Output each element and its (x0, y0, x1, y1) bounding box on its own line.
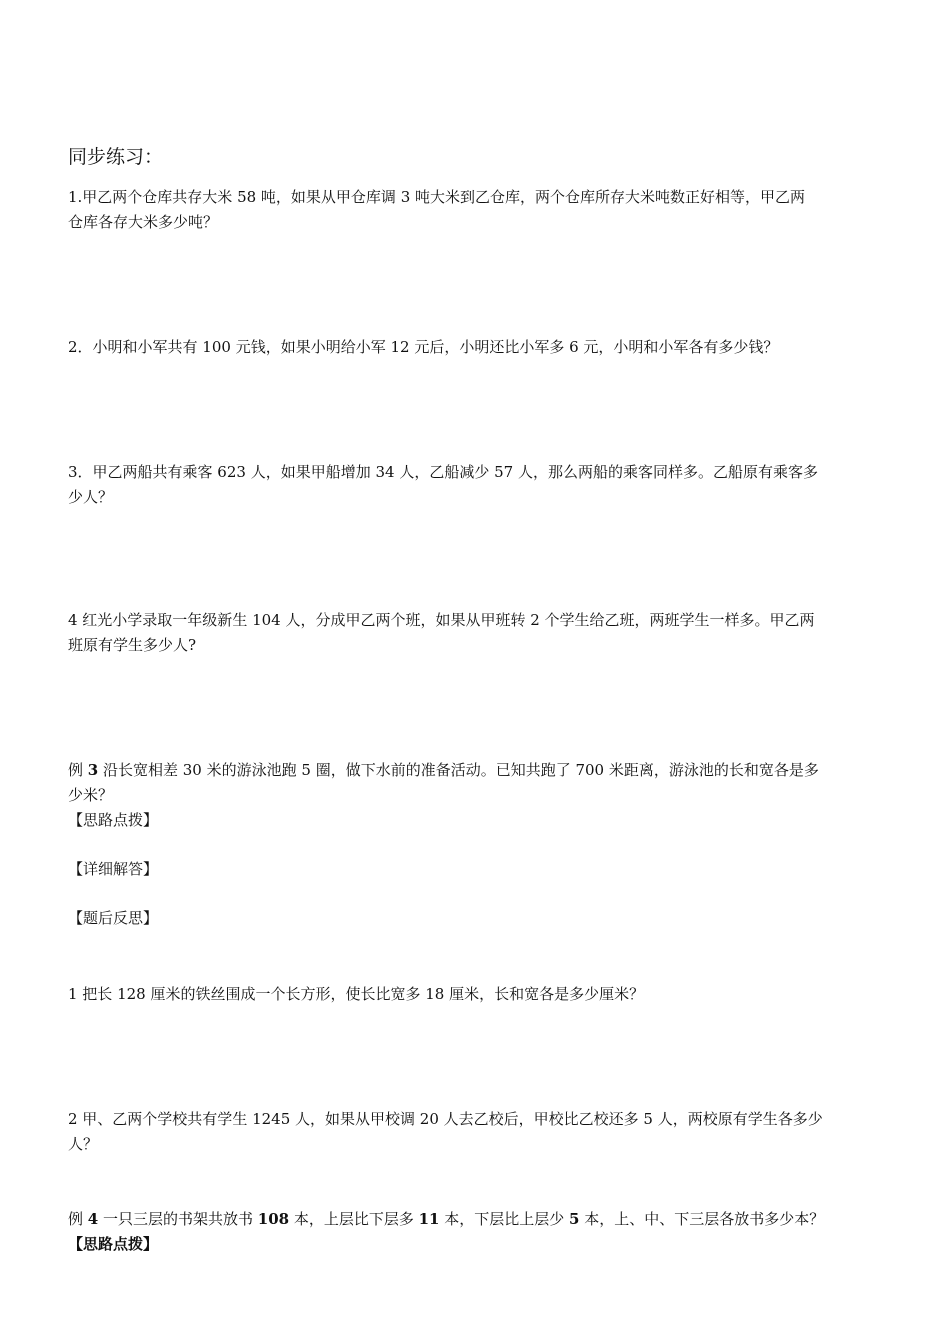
example-4-hint-tag: 【思路点拨】 (68, 1235, 159, 1253)
question-4-line-2: 班原有学生多少人? (68, 636, 197, 654)
example-3-number: 3 (87, 761, 99, 779)
example-4-text-4: 本，上、中、下三层各放书多少本？ (579, 1210, 825, 1228)
example-4-value-1: 108 (257, 1210, 290, 1228)
example-3-line-1 (68, 758, 888, 783)
question-3-line-1: 3．甲乙两船共有乘客 623 人，如果甲船增加 34 人，乙船减少 57 人，那么两船的乘客同样多。乙船原有乘客多 (68, 463, 818, 481)
practice-2-line-1: 2 甲、乙两个学校共有学生 1245 人，如果从甲校调 20 人去乙校后，甲校比乙校还多 5 人，两校原有学生各多少 (68, 1110, 823, 1128)
example-4-value-2: 11 (418, 1210, 440, 1228)
practice-2-line-2: 人？ (68, 1135, 99, 1153)
section-heading: 同步练习： (68, 146, 164, 168)
example-4-line (68, 1207, 888, 1232)
example-4-text-2: 本，上层比下层多 (289, 1210, 419, 1228)
example-3-prefix: 例 (68, 761, 88, 779)
example-4-prefix: 例 (68, 1210, 88, 1228)
example-4-number: 4 (87, 1210, 99, 1228)
example-3-hint-tag: 【思路点拨】 (68, 811, 159, 829)
example-3-text: 沿长宽相差 30 米的游泳池跑 5 圈，做下水前的准备活动。已知共跑了 700 米距离，游泳池的长和宽各是多 (98, 761, 819, 779)
example-4-text-1: 一只三层的书架共放书 (98, 1210, 258, 1228)
example-3-reflect-tag: 【题后反思】 (68, 909, 159, 927)
example-4-value-3: 5 (569, 1210, 580, 1228)
practice-1: 1 把长 128 厘米的铁丝围成一个长方形，使长比宽多 18 厘米，长和宽各是多少厘米？ (68, 985, 645, 1003)
example-3-answer-tag: 【详细解答】 (68, 860, 159, 878)
question-1-line-2: 仓库各存大米多少吨？ (68, 213, 219, 231)
question-2: 2．小明和小军共有 100 元钱，如果小明给小军 12 元后，小明还比小军多 6 元，小明和小军各有多少钱？ (68, 338, 779, 356)
question-4-line-1: 4 红光小学录取一年级新生 104 人，分成甲乙两个班，如果从甲班转 2 个学生给乙班，两班学生一样多。甲乙两 (68, 611, 815, 629)
question-3-line-2: 少人？ (68, 488, 114, 506)
example-3-line-2: 少米？ (68, 786, 114, 804)
example-4-text-3: 本，下层比上层少 (439, 1210, 570, 1228)
question-1-line-1: 1.甲乙两个仓库共存大米 58 吨，如果从甲仓库调 3 吨大米到乙仓库，两个仓库所存大米吨数正好相等，甲乙两 (68, 188, 806, 206)
